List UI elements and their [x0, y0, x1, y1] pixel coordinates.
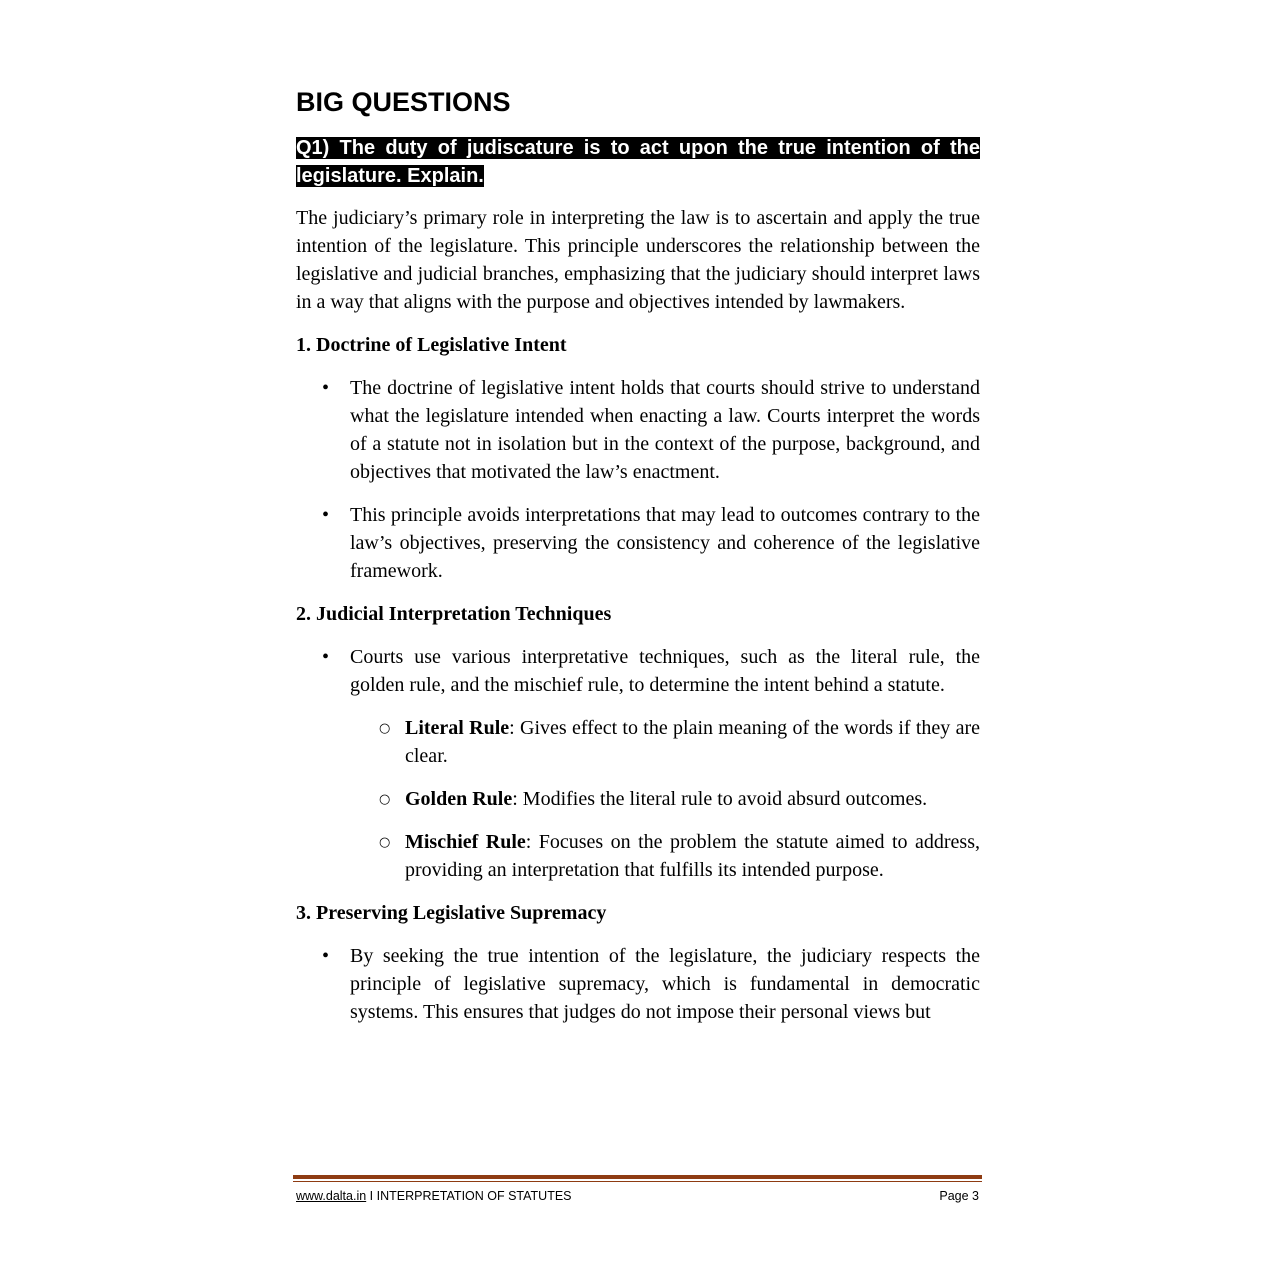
list-item — [296, 501, 980, 585]
circle-bullet-icon: ○ — [379, 835, 391, 850]
bullet-icon: • — [322, 945, 330, 967]
bullet-icon: • — [322, 377, 330, 399]
rule-term: Golden Rule — [405, 788, 513, 810]
question-title-text: Q1) The duty of judiscature is to act upon the true intention of the legislature. Explain. — [296, 137, 980, 187]
website-link[interactable]: www.dalta.in — [296, 1189, 367, 1203]
footer-doc-title: INTERPRETATION OF STATUTES — [376, 1189, 572, 1203]
list-item-text: Courts use various interpretative techniques, such as the literal rule, the golden rule, and the mischief rule, to determine the intent behind a statute. — [350, 646, 980, 696]
section-heading: 2. Judicial Interpretation Techniques — [296, 603, 612, 625]
sub-list-item — [350, 785, 980, 813]
list-item — [296, 643, 980, 884]
sub-list-item — [350, 828, 980, 884]
footer-row — [293, 1189, 982, 1203]
footer-rule-thin — [293, 1181, 982, 1182]
rule-description: : Focuses on the problem the statute aimed to address, providing an interpretation that fulfills its intended purpose. — [405, 831, 980, 881]
page-heading: BIG QUESTIONS — [296, 87, 511, 117]
footer-rule — [293, 1175, 982, 1179]
page-footer — [293, 1175, 982, 1203]
list-item-text: The doctrine of legislative intent holds that courts should strive to understand what the legislature intended when enacting a law. Courts interpret the words of a statute not in isolation but in the context of the purpose, background, and objectives that motivated the law’s enactment. — [350, 377, 980, 483]
rule-description: : Modifies the literal rule to avoid absurd outcomes. — [512, 788, 928, 810]
bullet-icon: • — [322, 646, 330, 668]
list-item — [296, 942, 980, 1026]
document-page — [296, 86, 980, 1041]
list-item-text: By seeking the true intention of the legislature, the judiciary respects the principle of legislative supremacy, which is fundamental in democratic systems. This ensures that judges do not impose their personal views but — [350, 945, 980, 1023]
footer-left — [296, 1189, 572, 1203]
rule-description: : Gives effect to the plain meaning of the words if they are clear. — [405, 717, 980, 767]
bullet-list — [296, 643, 980, 884]
intro-paragraph: The judiciary’s primary role in interpreting the law is to ascertain and apply the true intention of the legislature. This principle underscores the relationship between the legislative and judicial branches, emphasizing that the judiciary should interpret laws in a way that aligns with the purpose and objectives intended by lawmakers. — [296, 207, 980, 313]
question-title — [296, 134, 980, 190]
bullet-list — [296, 374, 980, 585]
bullet-icon: • — [322, 504, 330, 526]
section-heading: 1. Doctrine of Legislative Intent — [296, 334, 567, 356]
circle-bullet-icon: ○ — [379, 721, 391, 736]
sub-list-item — [350, 714, 980, 770]
page-number: Page 3 — [939, 1189, 979, 1203]
list-item — [296, 374, 980, 486]
footer-separator: I — [366, 1189, 377, 1203]
sub-bullet-list — [350, 714, 980, 884]
bullet-list — [296, 942, 980, 1026]
section-heading: 3. Preserving Legislative Supremacy — [296, 902, 607, 924]
rule-term: Mischief Rule — [405, 831, 526, 853]
rule-term: Literal Rule — [405, 717, 510, 739]
circle-bullet-icon: ○ — [379, 792, 391, 807]
list-item-text: This principle avoids interpretations that may lead to outcomes contrary to the law’s objectives, preserving the consistency and coherence of the legislative framework. — [350, 504, 980, 582]
